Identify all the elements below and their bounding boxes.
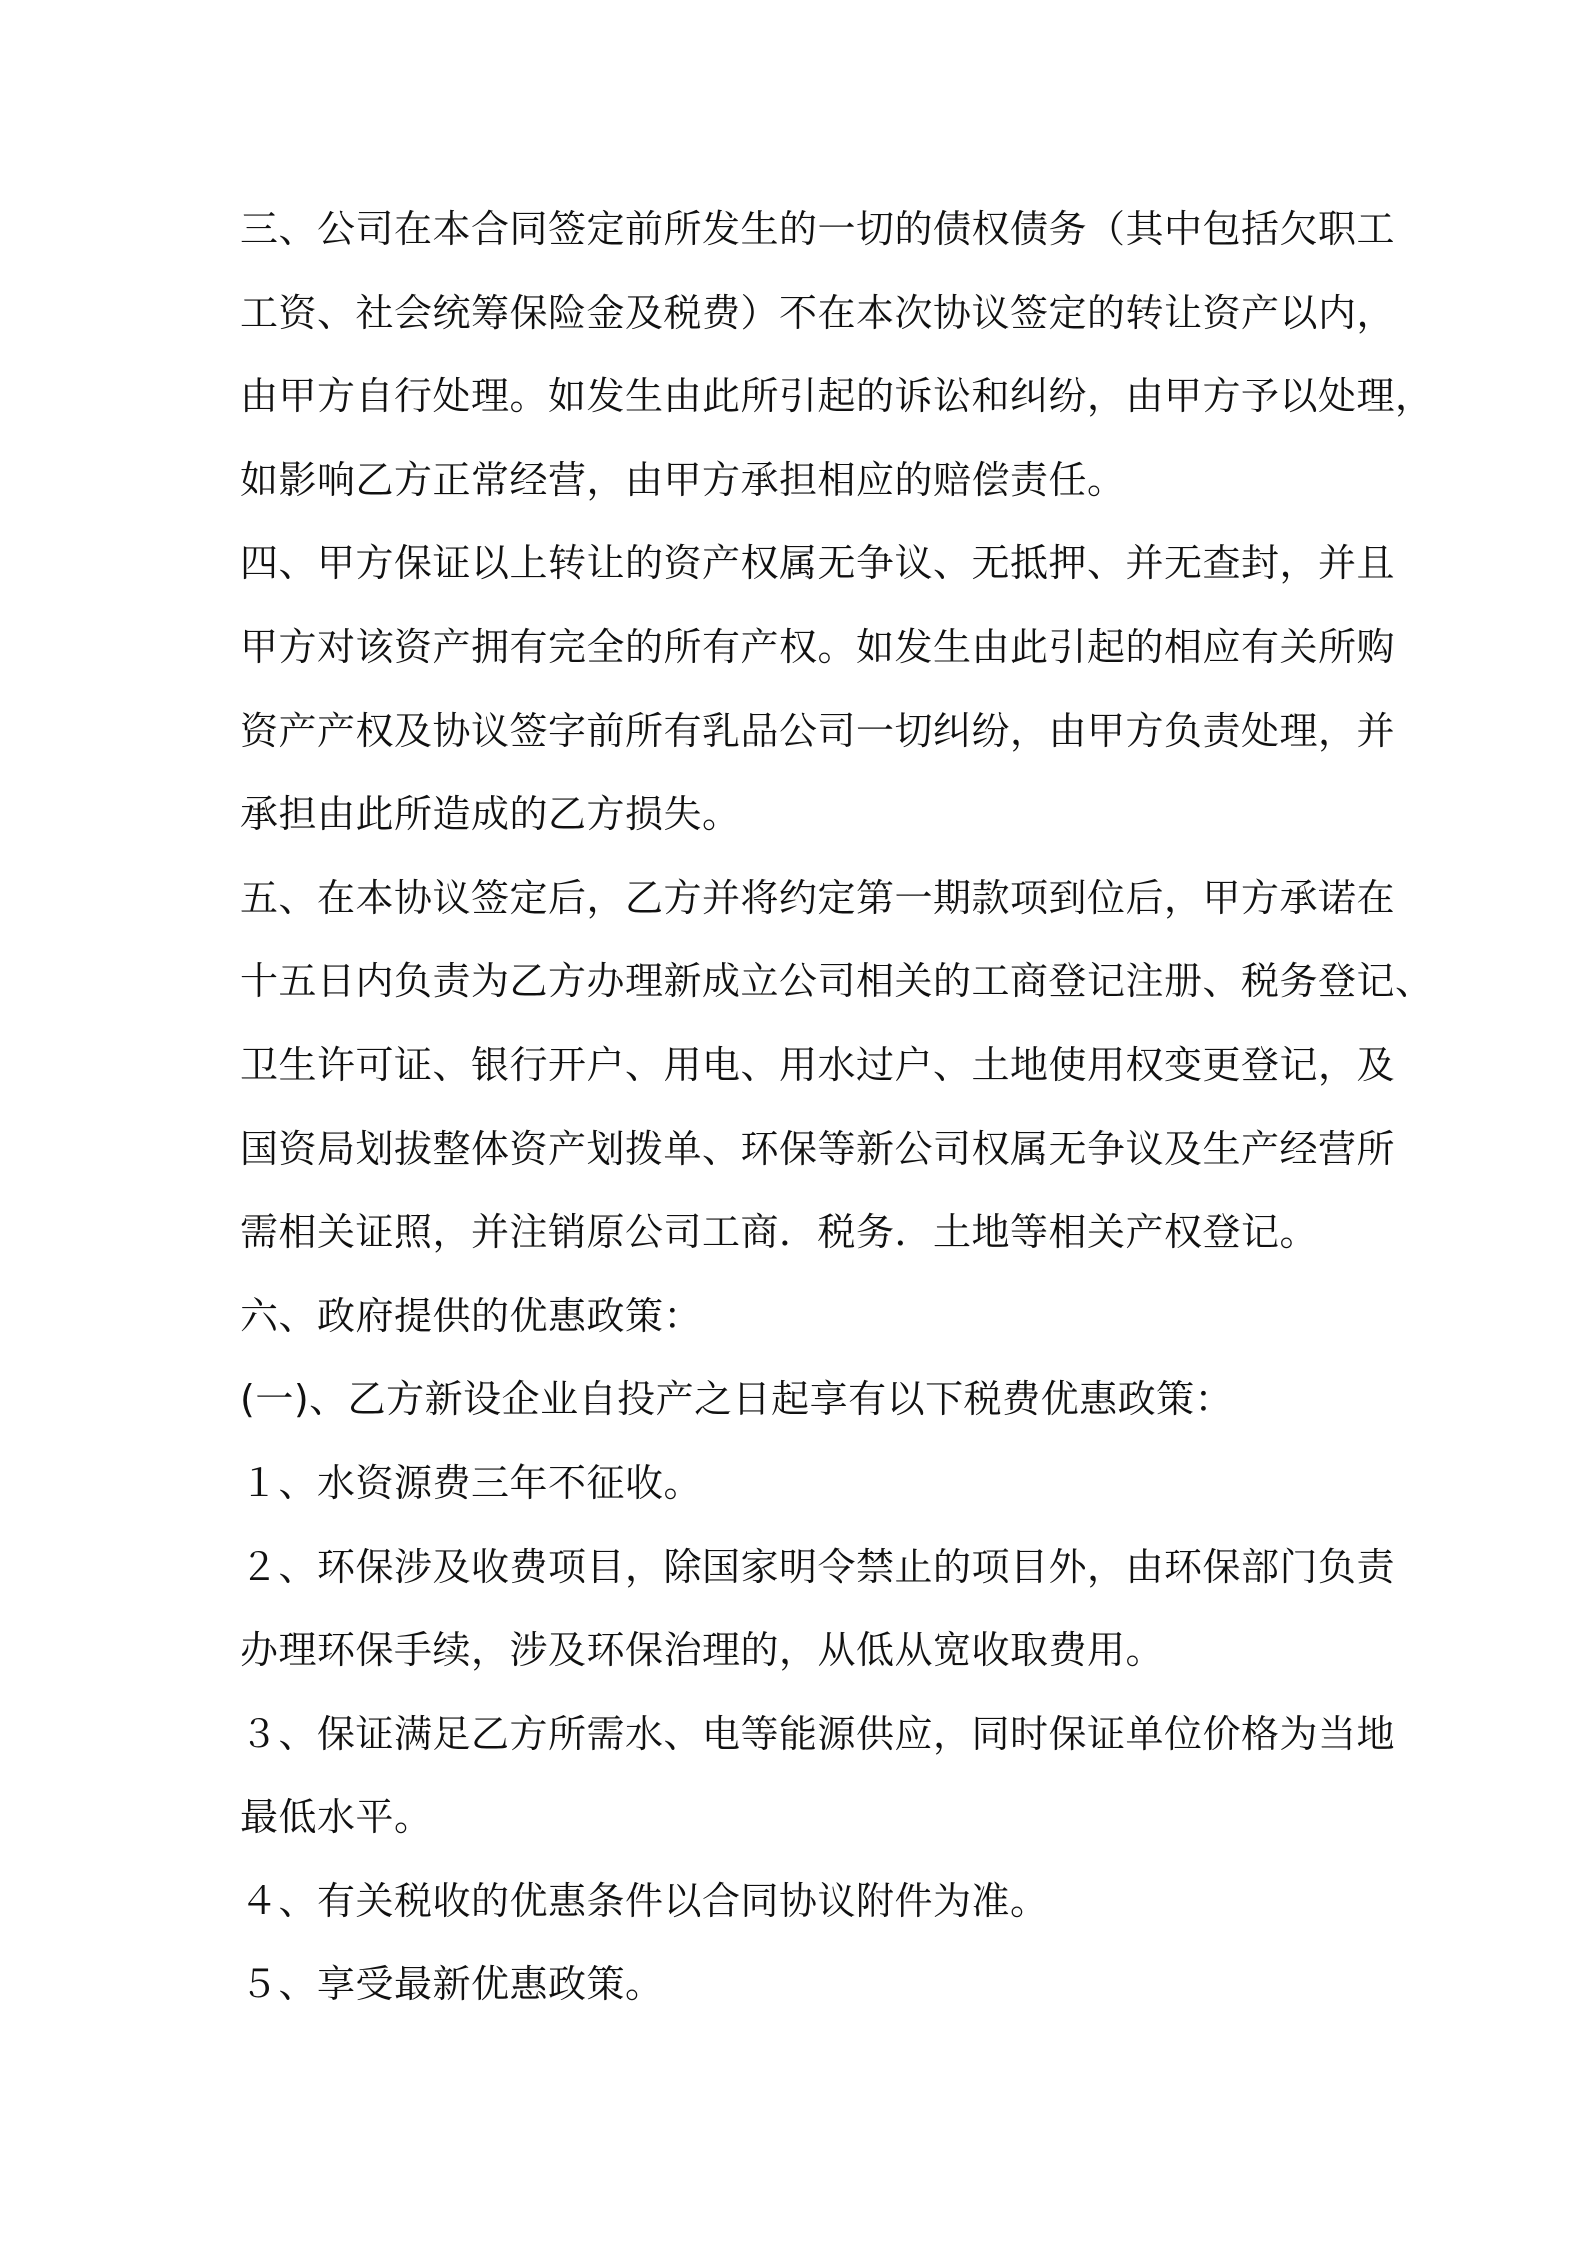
clause-5-line-3: 卫生许可证、银行开户、用电、用水过户、土地使用权变更登记，及 xyxy=(240,1042,1396,1087)
clause-5-line-2: 十五日内负责为乙方办理新成立公司相关的工商登记注册、税务登记、 xyxy=(240,959,1434,1004)
clause-3-line-4: 如影响乙方正常经营，由甲方承担相应的赔偿责任。 xyxy=(240,457,1126,502)
clause-4-line-3: 资产产权及协议签字前所有乳品公司一切纠纷，由甲方负责处理，并 xyxy=(240,708,1396,753)
policy-item-3-line-1: ３、保证满足乙方所需水、电等能源供应，同时保证单位价格为当地 xyxy=(240,1711,1396,1756)
policy-item-2-line-1: ２、环保涉及收费项目，除国家明令禁止的项目外，由环保部门负责 xyxy=(240,1544,1396,1589)
clause-5-line-5: 需相关证照，并注销原公司工商．税务．土地等相关产权登记。 xyxy=(240,1210,1319,1255)
clause-4-line-2: 甲方对该资产拥有完全的所有产权。如发生由此引起的相应有关所购 xyxy=(240,624,1396,669)
clause-6-heading: 六、政府提供的优惠政策： xyxy=(240,1293,703,1338)
clause-3-line-3: 由甲方自行处理。如发生由此所引起的诉讼和纠纷，由甲方予以处理， xyxy=(240,374,1434,419)
clause-4-line-1: 四、甲方保证以上转让的资产权属无争议、无抵押、并无查封，并且 xyxy=(240,541,1396,586)
contract-body-text xyxy=(240,202,1434,2041)
policy-item-3-line-2: 最低水平。 xyxy=(240,1795,433,1840)
clause-3-line-1: 三、公司在本合同签定前所发生的一切的债权债务（其中包括欠职工 xyxy=(240,207,1396,251)
policy-item-1: １、水资源费三年不征收。 xyxy=(240,1460,703,1505)
policy-item-5: ５、享受最新优惠政策。 xyxy=(240,1962,664,2007)
policy-item-2-line-2: 办理环保手续，涉及环保治理的，从低从宽收取费用。 xyxy=(240,1628,1165,1673)
clause-5-line-4: 国资局划拔整体资产划拨单、环保等新公司权属无争议及生产经营所 xyxy=(240,1126,1396,1171)
clause-3-line-2: 工资、社会统筹保险金及税费）不在本次协议签定的转让资产以内， xyxy=(240,290,1396,335)
policy-item-4: ４、有关税收的优惠条件以合同协议附件为准。 xyxy=(240,1878,1049,1923)
clause-5-line-1: 五、在本协议签定后，乙方并将约定第一期款项到位后，甲方承诺在 xyxy=(240,875,1396,920)
clause-4-line-4: 承担由此所造成的乙方损失。 xyxy=(240,792,741,837)
clause-6-subheading: (一)、乙方新设企业自投产之日起享有以下税费优惠政策： xyxy=(240,1377,1234,1422)
